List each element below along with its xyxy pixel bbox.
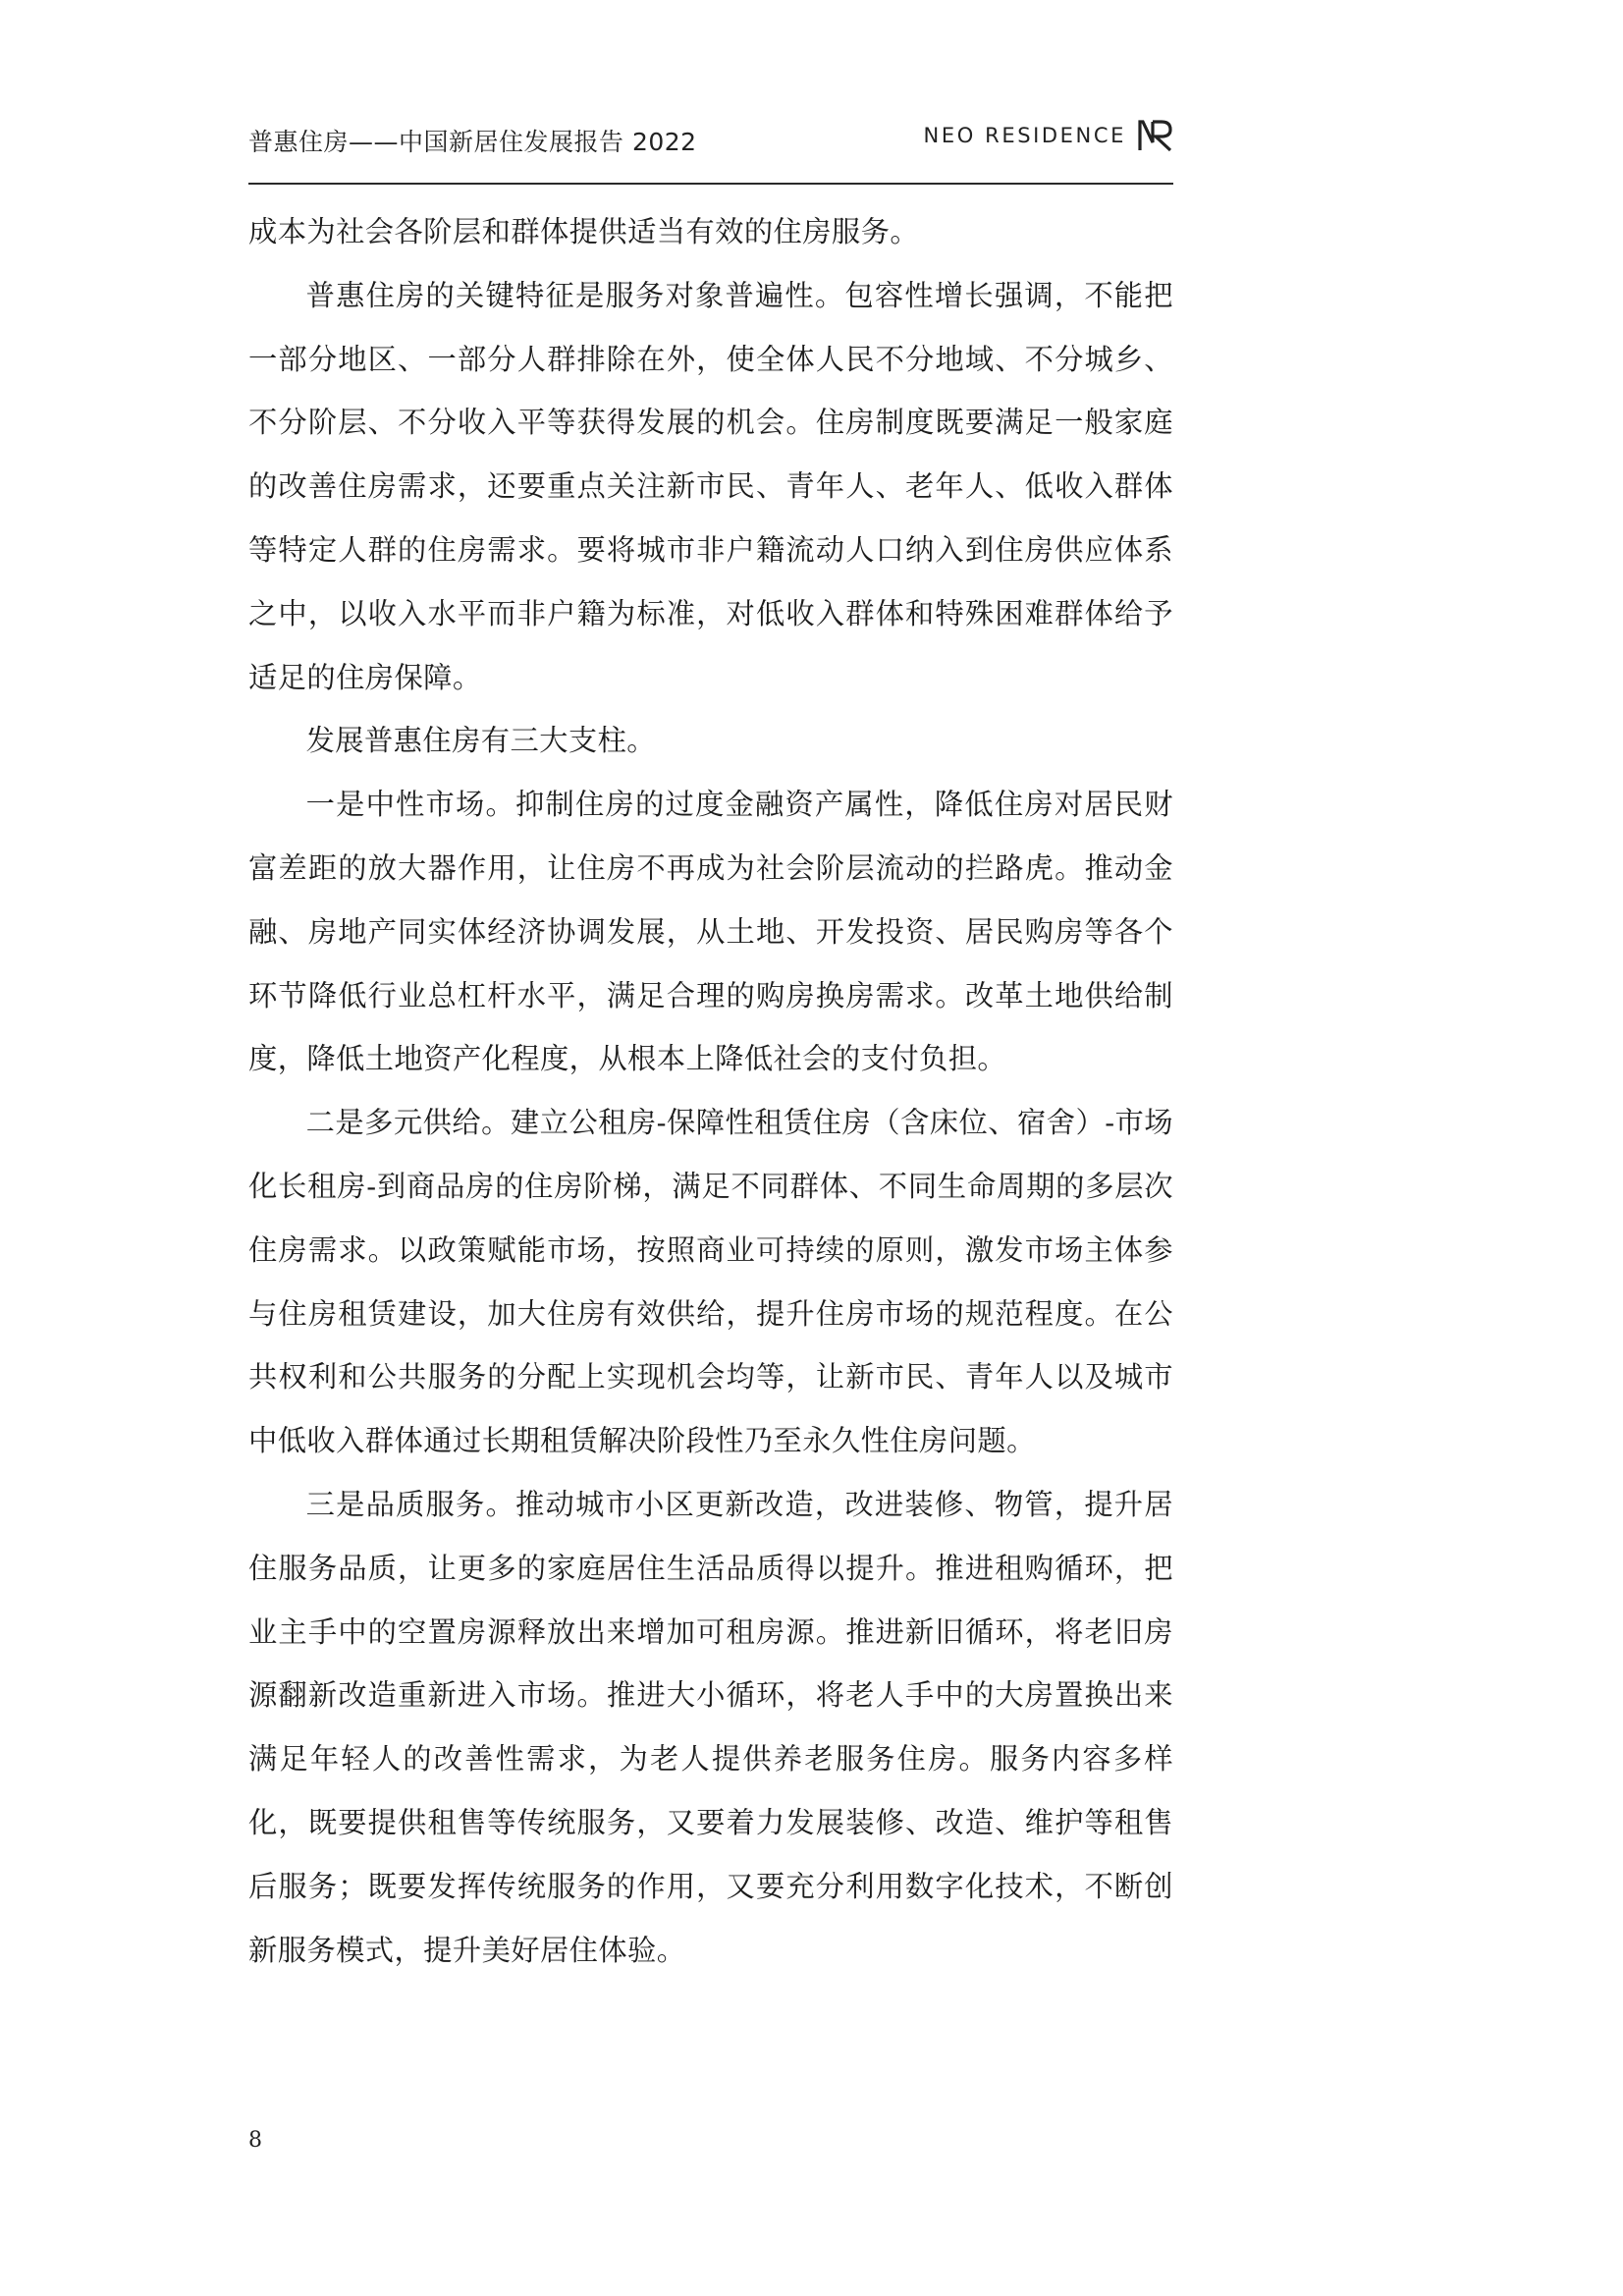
paragraph: 发展普惠住房有三大支柱。	[305, 724, 656, 758]
page-header	[248, 116, 1173, 187]
report-title: 普惠住房——中国新居住发展报告 2022	[248, 128, 697, 156]
body-text	[248, 200, 1173, 1982]
paragraph: 一是中性市场。抑制住房的过度金融资产属性，降低住房对居民财富差距的放大器作用，让住房不再成为社会阶层流动的拦路虎。推动金融、房地产同实体经济协调发展，从土地、开发投资、居民购房等各个环节降低行业总杠杆水平，满足合理的购房换房需求。改革土地供给制度，降低土地资产化程度，从根本上降低社会的支付负担。	[248, 788, 1173, 1076]
brand-mark	[924, 116, 1173, 155]
brand-name: NEO RESIDENCE	[923, 124, 1126, 147]
paragraph: 三是品质服务。推动城市小区更新改造，改进装修、物管，提升居住服务品质，让更多的家庭居住生活品质得以提升。推进租购循环，把业主手中的空置房源释放出来增加可租房源。推进新旧循环，将老旧房源翻新改造重新进入市场。推进大小循环，将老人手中的大房置换出来满足年轻人的改善性需求，为老人提供养老服务住房。服务内容多样化，既要提供租售等传统服务，又要着力发展装修、改造、维护等租售后服务；既要发挥传统服务的作用，又要充分利用数字化技术，不断创新服务模式，提升美好居住体验。	[248, 1487, 1173, 1967]
paragraph: 成本为社会各阶层和群体提供适当有效的住房服务。	[248, 215, 920, 248]
paragraph: 二是多元供给。建立公租房-保障性租赁住房（含床位、宿舍）-市场化长租房-到商品房的住房阶梯，满足不同群体、不同生命周期的多层次住房需求。以政策赋能市场，按照商业可持续的原则，激发市场主体参与住房租赁建设，加大住房有效供给，提升住房市场的规范程度。在公共权利和公共服务的分配上实现机会均等，让新市民、青年人以及城市中低收入群体通过长期租赁解决阶段性乃至永久性住房问题。	[248, 1106, 1173, 1458]
header-divider	[248, 183, 1173, 185]
nr-monogram-icon	[1138, 119, 1173, 152]
paragraph: 普惠住房的关键特征是服务对象普遍性。包容性增长强调，不能把一部分地区、一部分人群排除在外，使全体人民不分地域、不分城乡、不分阶层、不分收入平等获得发展的机会。住房制度既要满足一般家庭的改善住房需求，还要重点关注新市民、青年人、老年人、低收入群体等特定人群的住房需求。要将城市非户籍流动人口纳入到住房供应体系之中，以收入水平而非户籍为标准，对低收入群体和特殊困难群体给予适足的住房保障。	[248, 278, 1173, 694]
page-number: 8	[248, 2128, 262, 2153]
